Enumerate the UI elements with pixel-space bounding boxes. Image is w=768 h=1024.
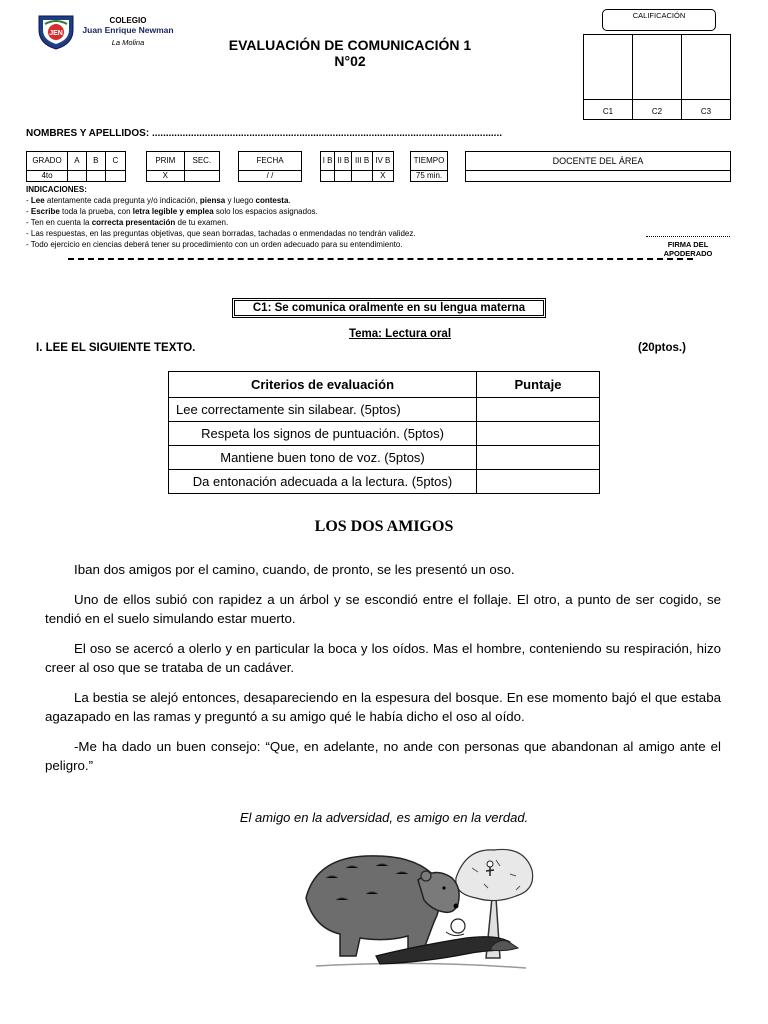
school-name-block: [76, 16, 180, 47]
score-cell[interactable]: [477, 470, 600, 494]
teacher-value[interactable]: [466, 171, 731, 182]
term-value-1[interactable]: [321, 171, 335, 182]
instructions-heading: INDICACIONES:: [26, 185, 87, 194]
criteria-cell: Lee correctamente sin silabear. (5ptos): [169, 398, 477, 422]
section-number: I.: [36, 342, 43, 354]
score-cell[interactable]: [477, 398, 600, 422]
grade-table: [26, 151, 126, 182]
school-location: La Molina: [111, 38, 145, 47]
guardian-signature[interactable]: [646, 236, 730, 258]
instructions: [26, 184, 566, 250]
instruction-3: - Ten en cuenta la correcta presentación de tu examen.: [26, 218, 229, 227]
teacher-table: [465, 151, 731, 182]
date-value[interactable]: / /: [239, 171, 302, 182]
section-label: LEE EL SIGUIENTE TEXTO.: [45, 342, 196, 354]
level-header-prim: PRIM: [147, 152, 185, 171]
story-paragraph: Iban dos amigos por el camino, cuando, de pronto, se les presentó un oso.: [74, 562, 515, 577]
grade-value-a[interactable]: [68, 171, 87, 182]
date-table: [238, 151, 302, 182]
instruction-5: - Todo ejercicio en ciencias deberá tener su procedimiento con un orden adecuado para su entendimiento.: [26, 240, 403, 249]
criteria-table: [168, 371, 600, 494]
term-value-4[interactable]: X: [372, 171, 393, 182]
signature-label-2: APODERADO: [663, 249, 713, 258]
school-name: Juan Enrique Newman: [82, 25, 174, 35]
school-label: COLEGIO: [109, 16, 147, 25]
term-value-3[interactable]: [352, 171, 372, 182]
student-name-field[interactable]: [26, 128, 502, 139]
competence-text: C1: Se comunica oralmente en su lengua materna: [234, 300, 544, 316]
school-logo: [36, 12, 76, 50]
exam-title-line: EVALUACIÓN DE COMUNICACIÓN 1: [228, 37, 472, 53]
date-header: FECHA: [239, 152, 302, 171]
topic: Tema: Lectura oral: [348, 328, 452, 340]
grade-cell-label: C3: [700, 107, 712, 116]
section-title: [36, 342, 195, 354]
instruction-4: - Las respuestas, en las preguntas objetivas, que sean borradas, tachadas o enmendadas no tendrán validez.: [26, 229, 416, 238]
story-moral: El amigo en la adversidad, es amigo en la verdad.: [239, 810, 529, 825]
table-row: [169, 422, 600, 446]
criteria-cell: Mantiene buen tono de voz. (5ptos): [169, 446, 477, 470]
level-table: [146, 151, 220, 182]
grade-value-b[interactable]: [86, 171, 105, 182]
term-header-3: III B: [352, 152, 372, 171]
logo-text: JEN: [49, 30, 63, 37]
table-row: [169, 470, 600, 494]
term-header-1: I B: [321, 152, 335, 171]
score-cell[interactable]: [477, 422, 600, 446]
criteria-cell: Da entonación adecuada a la lectura. (5ptos): [169, 470, 477, 494]
grade-cell-label: C1: [602, 107, 614, 116]
story-text: [45, 560, 721, 786]
names-label: NOMBRES Y APELLIDOS:: [26, 128, 150, 139]
story-title: LOS DOS AMIGOS: [314, 518, 454, 535]
criteria-cell: Respeta los signos de puntuación. (5ptos): [169, 422, 477, 446]
level-value-sec[interactable]: [184, 171, 219, 182]
grade-boxes: [583, 34, 731, 120]
table-row: [169, 446, 600, 470]
time-value: 75 min.: [411, 171, 448, 182]
cut-line: [68, 258, 693, 260]
story-paragraph: La bestia se alejó entonces, desapareciendo en la espesura del bosque. En ese momento bajó el que estaba agazapado en las ramas y preguntó a su amigo qué le había dicho el oso al oído.: [45, 690, 721, 724]
story-paragraph: El oso se acercó a olerlo y en particular la boca y los oídos. Mas el hombre, conteniendo su respiración, hizo creer al oso que se trataba de un cadáver.: [45, 641, 721, 675]
time-header: TIEMPO: [411, 152, 448, 171]
term-header-2: II B: [335, 152, 352, 171]
grade-header: GRADO: [27, 152, 68, 171]
names-dotted-line: ..............................................................................................................................: [151, 128, 503, 139]
exam-number: N°02: [334, 53, 366, 69]
score-header: Puntaje: [477, 372, 600, 398]
grade-cell-c3[interactable]: [682, 35, 730, 119]
grade-header-c: C: [105, 152, 125, 171]
exam-title: [200, 37, 500, 69]
term-header-4: IV B: [372, 152, 393, 171]
teacher-header: DOCENTE DEL ÁREA: [466, 152, 731, 171]
grade-label: CALIFICACIÓN: [602, 9, 716, 31]
competence-box: [232, 298, 546, 318]
story-paragraph: -Me ha dado un buen consejo: “Que, en adelante, no ande con personas que abandonan al amigo ante el peligro.”: [45, 739, 721, 773]
grade-cell-c2[interactable]: [633, 35, 682, 119]
story-paragraph: Uno de ellos subió con rapidez a un árbol y se escondió entre el follaje. El otro, a punto de ser cogido, se tendió en el suelo simulando estar muerto.: [45, 592, 721, 626]
instruction-2: - Escribe toda la prueba, con letra legible y emplea solo los espacios asignados.: [26, 207, 318, 216]
score-cell[interactable]: [477, 446, 600, 470]
level-header-sec: SEC.: [184, 152, 219, 171]
criteria-header: Criterios de evaluación: [169, 372, 477, 398]
grade-value[interactable]: 4to: [27, 171, 68, 182]
table-row: [169, 398, 600, 422]
term-table: [320, 151, 394, 182]
section-points: (20ptos.): [638, 342, 686, 354]
grade-header-a: A: [68, 152, 87, 171]
bear-illustration: [296, 838, 536, 978]
instruction-1: - Lee atentamente cada pregunta y/o indicación, piensa y luego contesta.: [26, 196, 291, 205]
grade-value-c[interactable]: [105, 171, 125, 182]
level-value-prim[interactable]: X: [147, 171, 185, 182]
grade-cell-label: C2: [651, 107, 663, 116]
grade-header-b: B: [86, 152, 105, 171]
time-table: [410, 151, 448, 182]
grade-cell-c1[interactable]: [584, 35, 633, 119]
signature-label-1: FIRMA DEL: [667, 240, 709, 249]
term-value-2[interactable]: [335, 171, 352, 182]
